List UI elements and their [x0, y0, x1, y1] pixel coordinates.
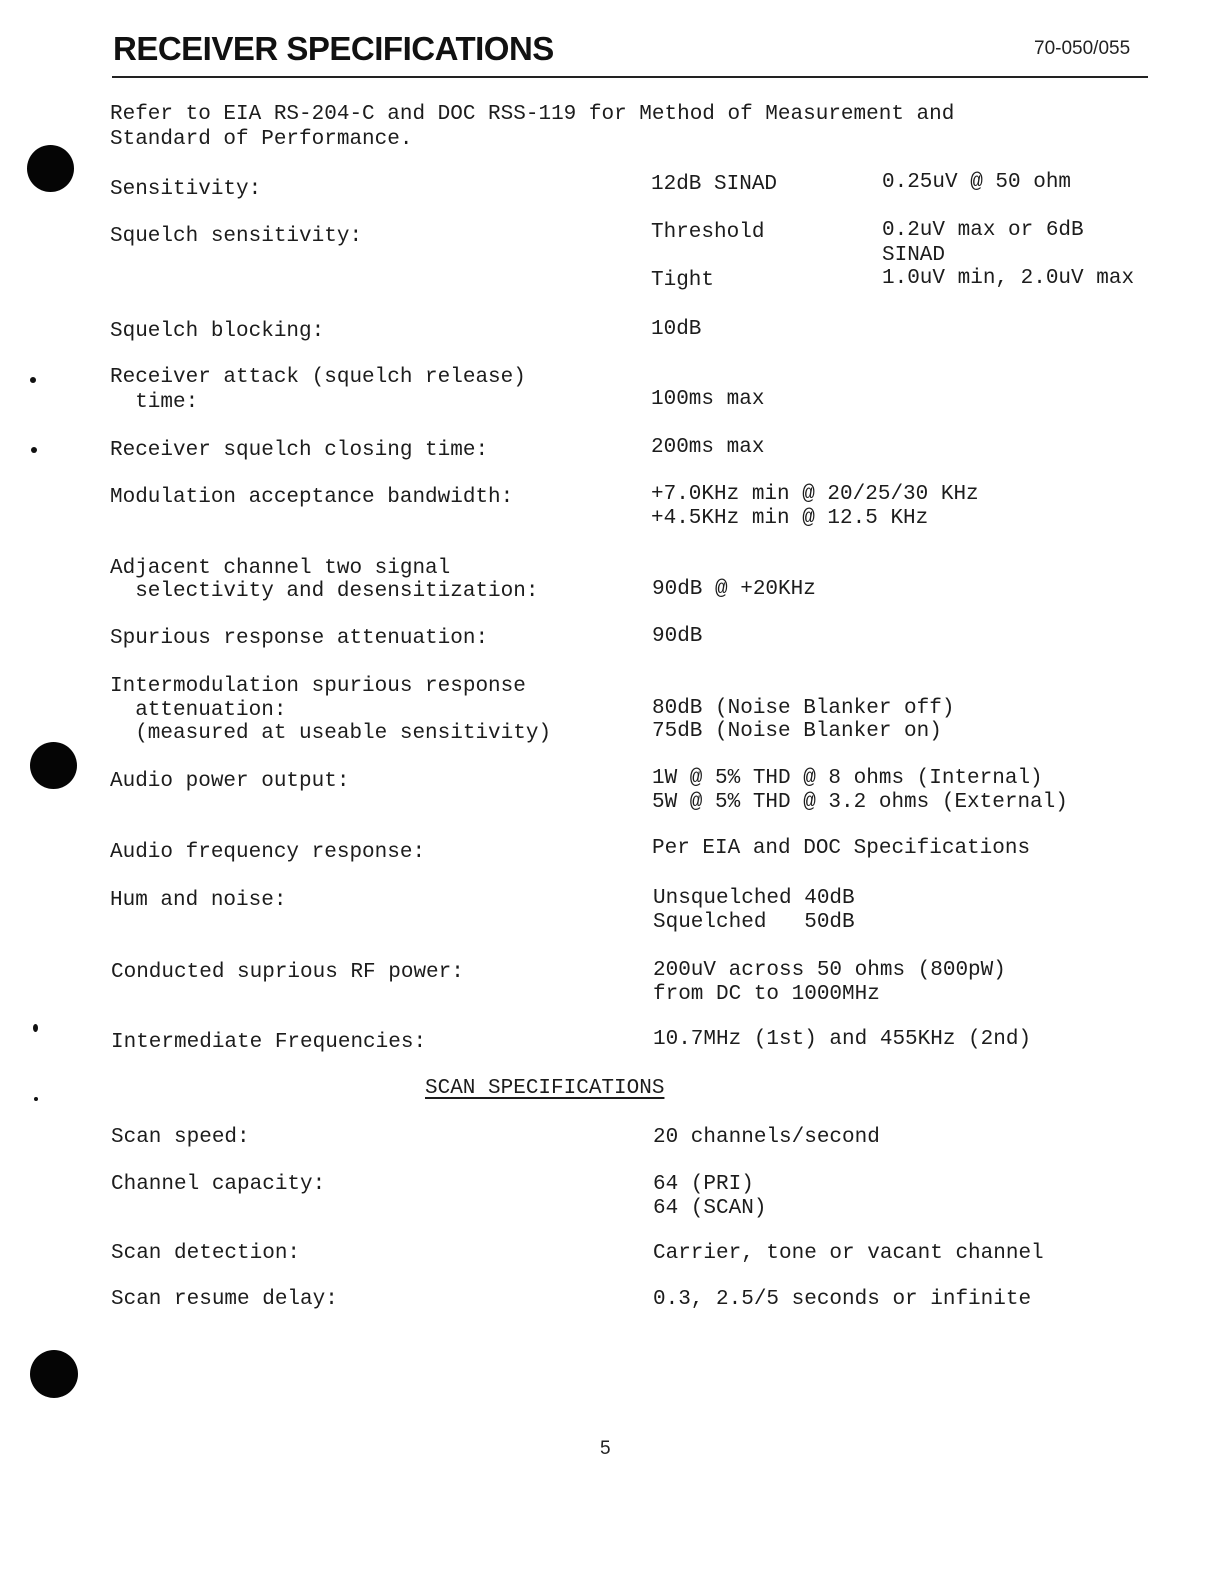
spec-value-adjacent-channel: 90dB @ +20KHz [652, 578, 816, 601]
spec-label-hum-noise: Hum and noise: [110, 889, 287, 912]
scan-label-resume-delay: Scan resume delay: [111, 1288, 338, 1311]
scan-label-speed: Scan speed: [111, 1126, 250, 1149]
spec-label-spurious-response: Spurious response attenuation: [110, 627, 489, 650]
spec-value-threshold: 0.2uV max or 6dB [882, 219, 1084, 242]
spec-value-squelch-blocking: 10dB [651, 318, 702, 341]
spec-value-intermodulation: 80dB (Noise Blanker off) [652, 697, 955, 720]
speck-mark [30, 377, 36, 383]
spec-value-modulation-bandwidth: +4.5KHz min @ 12.5 KHz [651, 507, 929, 530]
spec-label-intermodulation: (measured at useable sensitivity) [110, 722, 552, 745]
spec-condition-sensitivity: 12dB SINAD [651, 173, 778, 196]
spec-label-audio-power: Audio power output: [110, 770, 350, 793]
spec-label-adjacent-channel: selectivity and desensitization: [110, 580, 539, 603]
spec-value-if: 10.7MHz (1st) and 455KHz (2nd) [653, 1028, 1032, 1051]
scan-value-detection: Carrier, tone or vacant channel [653, 1242, 1044, 1265]
spec-value-threshold: SINAD [882, 244, 946, 267]
spec-value-audio-power: 1W @ 5% THD @ 8 ohms (Internal) [652, 767, 1043, 790]
scan-value-speed: 20 channels/second [653, 1126, 880, 1149]
document-number: 70-050/055 [1034, 38, 1131, 59]
binder-hole-top [27, 145, 74, 192]
scan-section-heading: SCAN SPECIFICATIONS [425, 1077, 665, 1100]
spec-label-intermodulation: Intermodulation spurious response [110, 675, 526, 698]
spec-label-adjacent-channel: Adjacent channel two signal [110, 557, 451, 580]
spec-label-receiver-attack: Receiver attack (squelch release) [110, 366, 526, 389]
scan-value-channel-capacity: 64 (PRI) [653, 1173, 754, 1196]
spec-value-hum-noise: Unsquelched 40dB [653, 887, 855, 910]
spec-condition-threshold: Threshold [651, 221, 765, 244]
page-number: 5 [600, 1438, 611, 1459]
scan-label-channel-capacity: Channel capacity: [111, 1173, 326, 1196]
scan-value-channel-capacity: 64 (SCAN) [653, 1197, 767, 1220]
spec-label-modulation-bandwidth: Modulation acceptance bandwidth: [110, 486, 514, 509]
spec-value-receiver-attack: 100ms max [651, 388, 765, 411]
binder-hole-middle [30, 742, 77, 789]
spec-value-intermodulation: 75dB (Noise Blanker on) [652, 720, 942, 743]
spec-value-conducted-rf: 200uV across 50 ohms (800pW) [653, 959, 1006, 982]
spec-value-sensitivity: 0.25uV @ 50 ohm [882, 171, 1072, 194]
spec-value-hum-noise: Squelched 50dB [653, 911, 855, 934]
spec-label-receiver-attack: time: [110, 391, 199, 414]
page-title: RECEIVER SPECIFICATIONS [113, 30, 554, 67]
speck-mark [34, 1097, 38, 1101]
spec-label-sensitivity: Sensitivity: [110, 178, 262, 201]
spec-value-audio-power: 5W @ 5% THD @ 3.2 ohms (External) [652, 791, 1068, 814]
speck-mark [31, 447, 37, 453]
spec-label-conducted-rf: Conducted suprious RF power: [111, 961, 464, 984]
spec-value-audio-frequency: Per EIA and DOC Specifications [652, 837, 1031, 860]
speck-mark [33, 1024, 38, 1032]
binder-hole-bottom [30, 1350, 78, 1398]
scan-value-resume-delay: 0.3, 2.5/5 seconds or infinite [653, 1288, 1032, 1311]
spec-value-tight: 1.0uV min, 2.0uV max [882, 267, 1135, 290]
intro-line: Standard of Performance. [110, 128, 413, 151]
spec-value-squelch-closing: 200ms max [651, 436, 765, 459]
spec-label-if: Intermediate Frequencies: [111, 1031, 427, 1054]
header-rule [112, 76, 1148, 78]
scan-label-detection: Scan detection: [111, 1242, 301, 1265]
spec-label-squelch-blocking: Squelch blocking: [110, 320, 325, 343]
spec-condition-tight: Tight [651, 269, 715, 292]
spec-label-squelch-closing: Receiver squelch closing time: [110, 439, 489, 462]
spec-label-intermodulation: attenuation: [110, 699, 287, 722]
spec-value-modulation-bandwidth: +7.0KHz min @ 20/25/30 KHz [651, 483, 979, 506]
spec-label-squelch-sensitivity: Squelch sensitivity: [110, 225, 363, 248]
spec-label-audio-frequency: Audio frequency response: [110, 841, 426, 864]
intro-line: Refer to EIA RS-204-C and DOC RSS-119 for Method of Measurement and [110, 103, 955, 126]
spec-value-spurious-response: 90dB [652, 625, 703, 648]
spec-value-conducted-rf: from DC to 1000MHz [653, 983, 880, 1006]
